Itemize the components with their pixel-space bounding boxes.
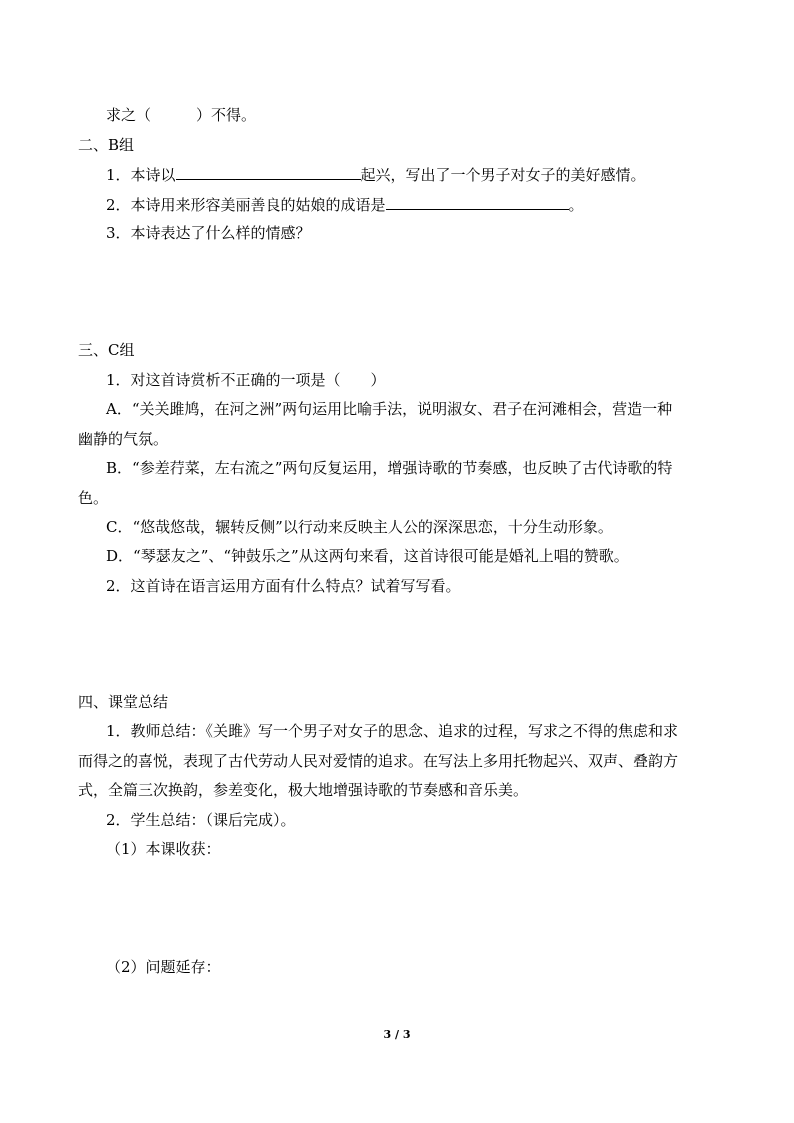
teacher-summary-continued: 而得之的喜悦，表现了古代劳动人民对爱情的追求。在写法上多用托物起兴、双声、叠韵方 <box>78 752 679 770</box>
section-heading-b: 二、B组 <box>78 136 135 154</box>
teacher-summary: 1．教师总结：《关雎》写一个男子对女子的思念、追求的过程，写求之不得的焦虑和求 <box>106 722 679 740</box>
option-b: B．“参差荇菜，左右流之”两句反复运用，增强诗歌的节奏感，也反映了古代诗歌的特 <box>106 459 673 477</box>
question-b1-suffix: 起兴，写出了一个男子对女子的美好感情。 <box>360 166 646 184</box>
answer-blank <box>386 195 569 210</box>
option-b-continued: 色。 <box>78 489 109 507</box>
section-heading-c: 三、C组 <box>78 341 135 359</box>
option-a: A．“关关雎鸠，在河之洲”两句运用比喻手法，说明淑女、君子在河滩相会，营造一种 <box>106 400 673 418</box>
question-b2-prefix: 2．本诗用来形容美丽善良的姑娘的成语是 <box>106 196 386 214</box>
question-c2: 2．这首诗在语言运用方面有什么特点？试着写写看。 <box>106 577 461 595</box>
page-number: 3 / 3 <box>383 1028 411 1041</box>
question-b2 <box>106 195 584 214</box>
answer-blank <box>176 165 361 180</box>
section-heading-summary: 四、课堂总结 <box>78 693 169 711</box>
fill-blank-line: 求之（ ）不得。 <box>106 106 257 124</box>
student-gains: （1）本课收获： <box>106 840 221 858</box>
open-questions: （2）问题延存： <box>106 958 221 976</box>
option-d: D．“琴瑟友之”、“钟鼓乐之”从这两句来看，这首诗很可能是婚礼上唱的赞歌。 <box>106 547 629 565</box>
question-b1-prefix: 1．本诗以 <box>106 166 176 184</box>
question-b2-suffix: 。 <box>568 196 584 214</box>
question-b3: 3．本诗表达了什么样的情感？ <box>106 224 311 242</box>
option-a-continued: 幽静的气氛。 <box>78 430 169 448</box>
teacher-summary-continued: 式，全篇三次换韵，参差变化，极大地增强诗歌的节奏感和音乐美。 <box>78 781 529 799</box>
student-summary: 2．学生总结：（课后完成）。 <box>106 811 296 829</box>
question-c1: 1．对这首诗赏析不正确的一项是（ ） <box>106 371 386 389</box>
question-b1 <box>106 165 646 184</box>
option-c: C．“悠哉悠哉，辗转反侧”以行动来反映主人公的深深思恋，十分生动形象。 <box>106 518 613 536</box>
